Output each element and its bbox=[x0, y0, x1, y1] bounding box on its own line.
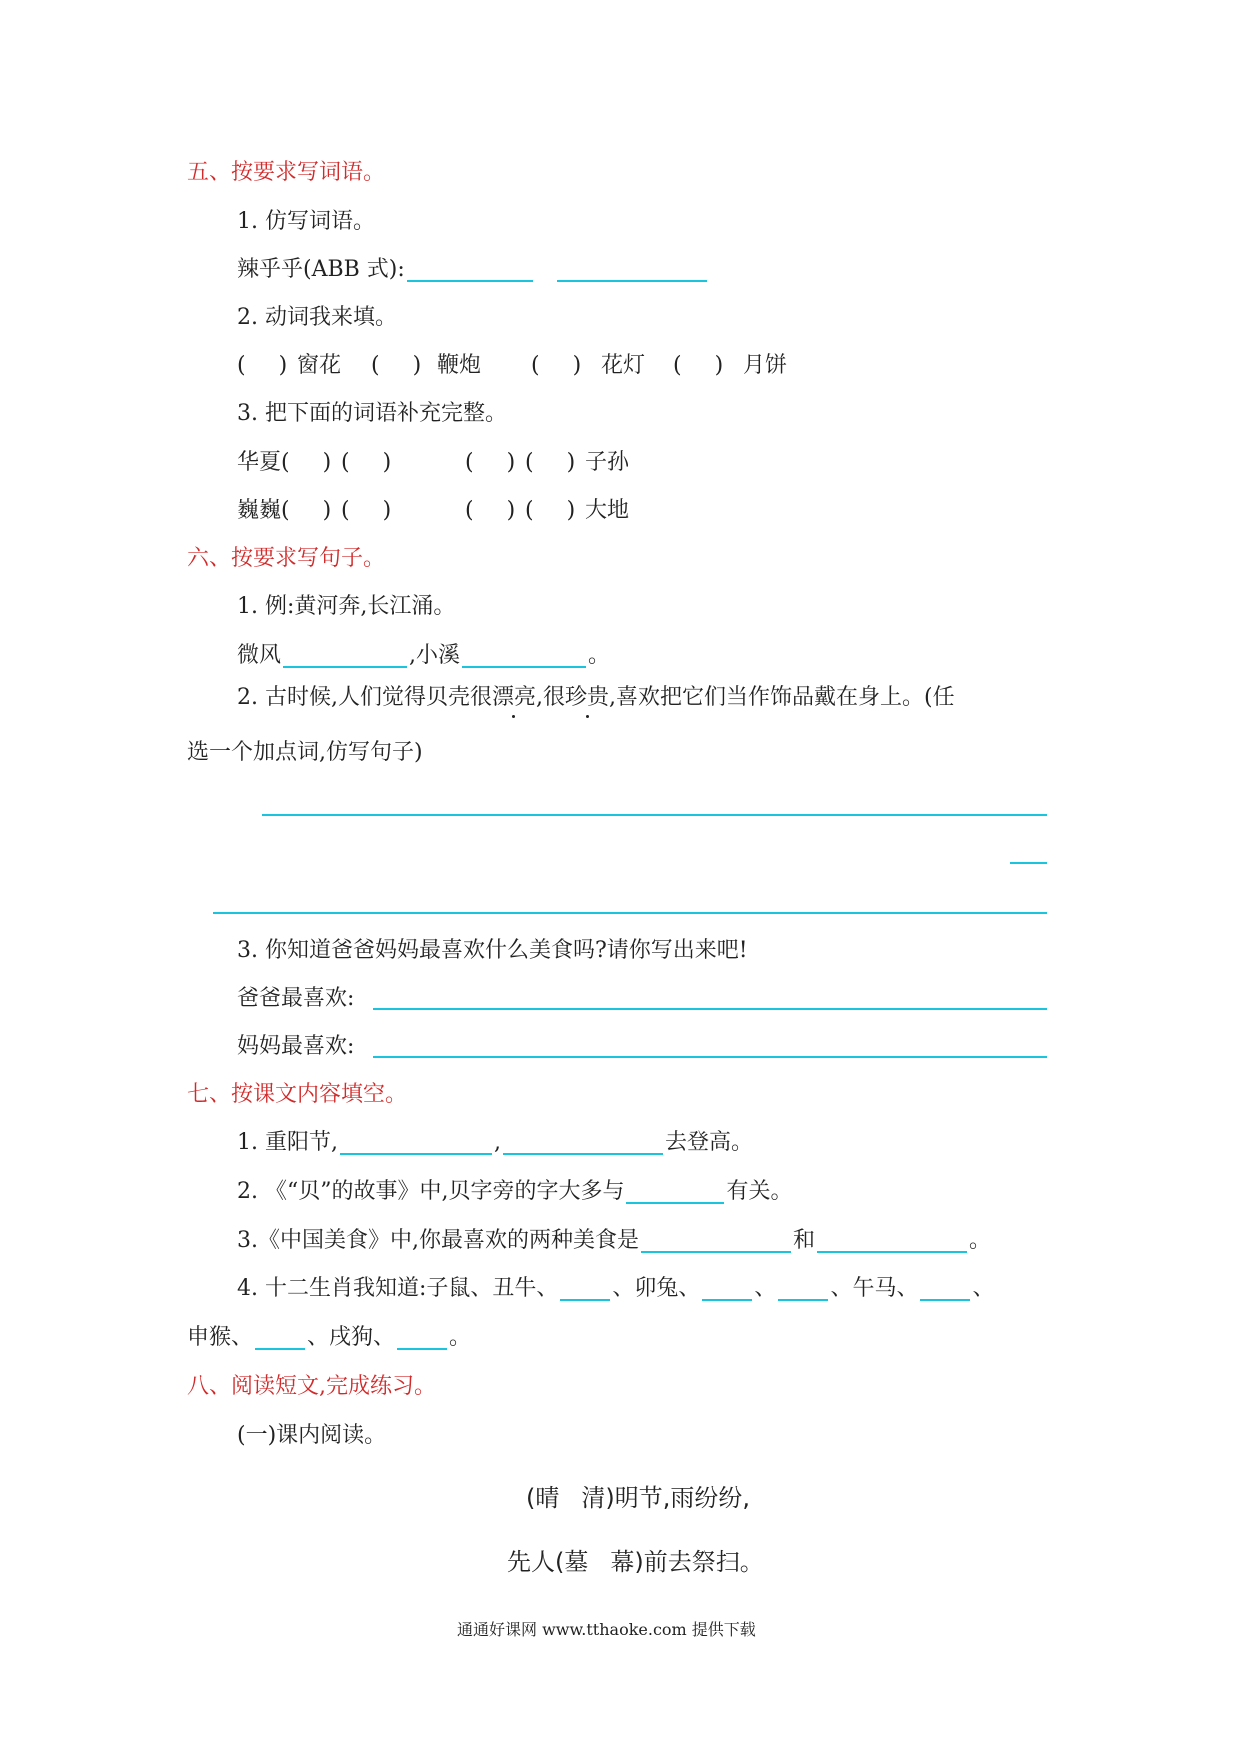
dotted-word: 珍贵 bbox=[565, 683, 609, 713]
s6-q2-text-line2: 选一个加点词,仿写句子) bbox=[187, 740, 423, 765]
bracket-blank[interactable]: ( ) bbox=[341, 498, 392, 523]
s7-q1-row bbox=[237, 1128, 753, 1158]
s7-q2-part: 2. 《“贝”的故事》中,贝字旁的字大多与 bbox=[237, 1179, 625, 1204]
bracket-blank[interactable]: ( ) bbox=[237, 353, 288, 378]
s6-q2-part: ,喜欢把它们当作饰品戴在身上。(任 bbox=[609, 685, 955, 710]
answer-blank[interactable] bbox=[557, 260, 707, 282]
s7-q3-part: 和 bbox=[793, 1228, 816, 1253]
bracket-blank[interactable]: ( ) bbox=[465, 450, 516, 475]
s7-q4-row-2 bbox=[187, 1323, 471, 1353]
s6-q1-word-b: ,小溪 bbox=[409, 643, 461, 668]
word: 华夏 bbox=[237, 450, 282, 475]
bracket-blank[interactable]: ( ) bbox=[465, 498, 516, 523]
bracket-blank[interactable]: ( ) bbox=[341, 450, 392, 475]
answer-blank[interactable] bbox=[560, 1279, 610, 1301]
section-8-title: 八、阅读短文,完成练习。 bbox=[187, 1374, 436, 1399]
word: 窗花 bbox=[297, 353, 342, 378]
answer-blank[interactable] bbox=[340, 1133, 492, 1155]
answer-blank[interactable] bbox=[920, 1279, 970, 1301]
s6-q1-word-a: 微风 bbox=[237, 643, 282, 668]
section-7-title: 七、按课文内容填空。 bbox=[187, 1082, 408, 1107]
answer-blank[interactable] bbox=[283, 646, 407, 668]
s5-q2-text: 2. 动词我来填。 bbox=[237, 305, 397, 330]
answer-line[interactable] bbox=[262, 814, 1047, 816]
word: 大地 bbox=[585, 498, 630, 523]
answer-blank[interactable] bbox=[255, 1328, 305, 1350]
answer-blank[interactable] bbox=[397, 1328, 447, 1350]
s6-q2-part: 2. 古时候,人们觉得贝壳很 bbox=[237, 685, 492, 710]
s5-q3-row-2 bbox=[237, 496, 629, 526]
word: 巍巍 bbox=[237, 498, 282, 523]
bracket-blank[interactable]: ( ) bbox=[531, 353, 582, 378]
s7-q4-part: 4. 十二生肖我知道:子鼠、丑牛、 bbox=[237, 1276, 559, 1301]
s6-q2-part: ,很 bbox=[536, 685, 565, 710]
footer-text: 通通好课网 www.tthaoke.com 提供下载 bbox=[457, 1620, 756, 1639]
s7-q4-part: 、卯兔、 bbox=[612, 1276, 701, 1301]
s6-q3-mom: 妈妈最喜欢: bbox=[237, 1034, 355, 1059]
poem-line-1 bbox=[526, 1483, 750, 1513]
s7-q1-part: 1. 重阳节, bbox=[237, 1130, 338, 1155]
bracket-blank[interactable]: ( ) bbox=[525, 498, 576, 523]
bracket-blank[interactable]: ( ) bbox=[281, 450, 332, 475]
answer-blank[interactable] bbox=[702, 1279, 752, 1301]
punct: 。 bbox=[969, 1228, 992, 1253]
s7-q4-row bbox=[237, 1274, 994, 1304]
punct: 。 bbox=[449, 1325, 472, 1350]
section-5-title: 五、按要求写词语。 bbox=[187, 160, 386, 185]
word: 子孙 bbox=[585, 450, 630, 475]
s7-q2-part: 有关。 bbox=[726, 1179, 793, 1204]
s5-q1-prompt-row bbox=[237, 255, 709, 285]
s7-q4-part: 、戌狗、 bbox=[307, 1325, 396, 1350]
s5-q3-text: 3. 把下面的词语补充完整。 bbox=[237, 401, 507, 426]
poem-part: 清)明节,雨纷纷, bbox=[581, 1484, 750, 1512]
bracket-blank[interactable]: ( ) bbox=[371, 353, 422, 378]
s6-q1-answer-row bbox=[237, 641, 610, 671]
s7-q1-part: 去登高。 bbox=[664, 1130, 753, 1155]
answer-blank[interactable] bbox=[817, 1231, 967, 1253]
s6-q2-text bbox=[237, 683, 955, 713]
poem-part: (晴 bbox=[526, 1484, 560, 1512]
s5-q1-prompt: 辣乎乎(ABB 式): bbox=[237, 257, 405, 282]
s7-q3-row bbox=[237, 1226, 991, 1256]
answer-line[interactable] bbox=[373, 1056, 1047, 1058]
bracket-blank[interactable]: ( ) bbox=[673, 353, 724, 378]
bracket-blank[interactable]: ( ) bbox=[281, 498, 332, 523]
s7-q4-part: 、 bbox=[754, 1276, 777, 1301]
answer-blank[interactable] bbox=[626, 1182, 724, 1204]
answer-line[interactable] bbox=[1010, 862, 1047, 864]
section-6-title: 六、按要求写句子。 bbox=[187, 546, 386, 571]
answer-blank[interactable] bbox=[503, 1133, 663, 1155]
s6-q1-text: 1. 例:黄河奔,长江涌。 bbox=[237, 594, 456, 619]
poem-part: 先人(墓 bbox=[507, 1548, 589, 1576]
s5-q1-text: 1. 仿写词语。 bbox=[237, 209, 375, 234]
s5-q2-row bbox=[237, 351, 787, 381]
s7-q4-part: 、 bbox=[972, 1276, 995, 1301]
answer-blank[interactable] bbox=[778, 1279, 828, 1301]
punct: 。 bbox=[588, 643, 611, 668]
poem-part: 幕)前去祭扫。 bbox=[610, 1548, 764, 1576]
s7-q2-row bbox=[237, 1177, 793, 1207]
punct: , bbox=[493, 1130, 501, 1155]
answer-blank[interactable] bbox=[407, 260, 533, 282]
s6-q3-dad: 爸爸最喜欢: bbox=[237, 986, 355, 1011]
bracket-blank[interactable]: ( ) bbox=[525, 450, 576, 475]
dotted-word: 漂亮 bbox=[492, 683, 536, 713]
word: 鞭炮 bbox=[437, 353, 482, 378]
s5-q3-row-1 bbox=[237, 448, 629, 478]
word: 月饼 bbox=[743, 353, 788, 378]
word: 花灯 bbox=[601, 353, 646, 378]
answer-blank[interactable] bbox=[462, 646, 586, 668]
answer-blank[interactable] bbox=[641, 1231, 791, 1253]
s7-q3-part: 3.《中国美食》中,你最喜欢的两种美食是 bbox=[237, 1228, 639, 1253]
s8-subtitle: (一)课内阅读。 bbox=[237, 1423, 387, 1448]
s7-q4-part: 申猴、 bbox=[187, 1325, 254, 1350]
poem-line-2 bbox=[507, 1547, 764, 1577]
answer-line[interactable] bbox=[373, 1008, 1047, 1010]
answer-line[interactable] bbox=[213, 912, 1047, 914]
s6-q3-text: 3. 你知道爸爸妈妈最喜欢什么美食吗?请你写出来吧! bbox=[237, 938, 748, 963]
s7-q4-part: 、午马、 bbox=[830, 1276, 919, 1301]
